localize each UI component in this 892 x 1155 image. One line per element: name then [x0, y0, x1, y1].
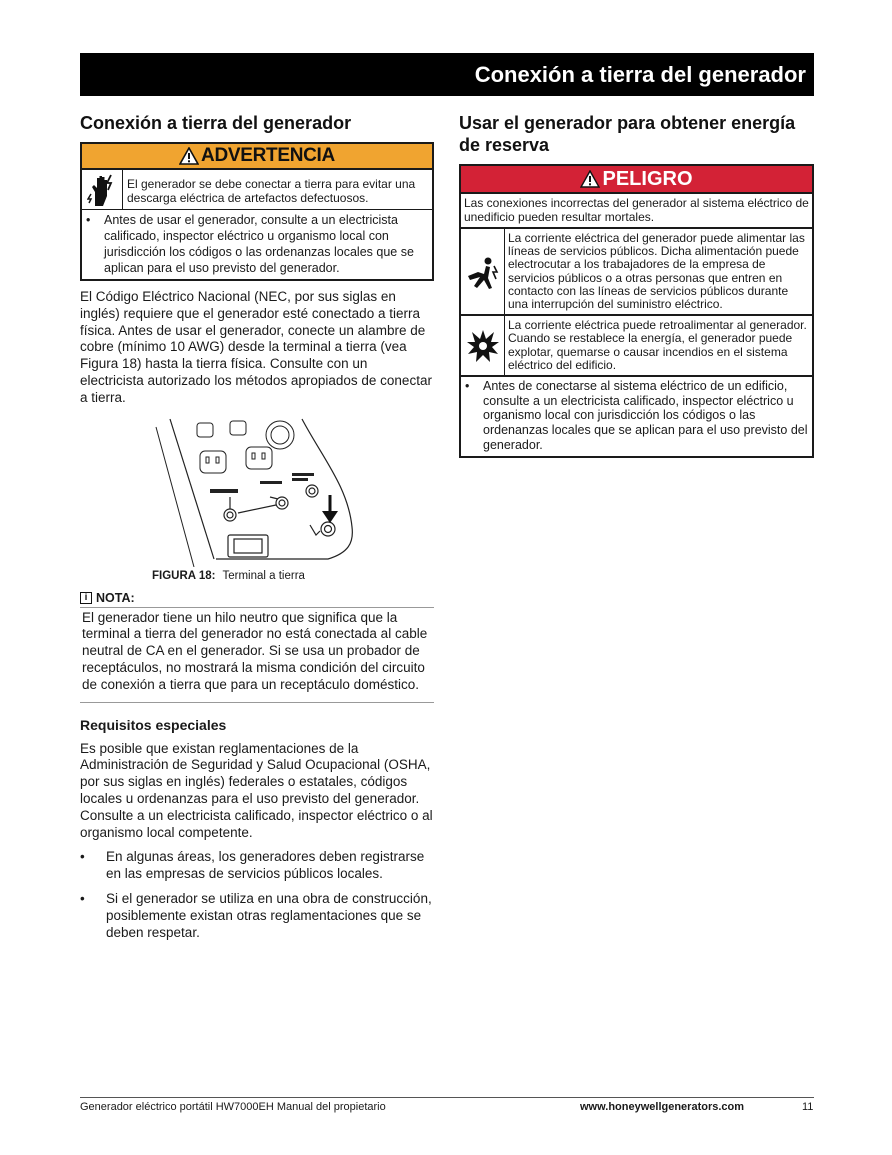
left-column — [80, 112, 434, 941]
page-header-bar — [80, 53, 814, 96]
special-requirements-heading: Requisitos especiales — [80, 716, 227, 733]
footer-divider — [80, 1097, 814, 1098]
special-requirements-paragraph: Es posible que existan reglamentaciones de la Administración de Seguridad y Salud Ocupacional (OSHA, por sus siglas en inglés) federales o estatales, códigos locales u ordenanzas para el uso previsto del generador. Consulte a un electricista calificado, inspector eléctrico o al organismo local competente. — [80, 740, 433, 840]
backup-power-heading: Usar el generador para obtener energía de reserva — [459, 113, 796, 155]
figure-18 — [80, 417, 434, 582]
note-label: NOTA: — [96, 590, 135, 605]
danger-label: PELIGRO — [602, 167, 693, 190]
page-number: 11 — [802, 1101, 814, 1113]
danger-box — [459, 164, 814, 458]
note-text: El generador tiene un hilo neutro que significa que la terminal a tierra del generador no está conectada al cable neutral de CA en el generador. Si se usa un probador de receptáculos, no mostrará la misma condición del circuito de conexión a tierra que para un receptáculo doméstico. — [80, 608, 434, 703]
electrocution-person-icon — [466, 252, 500, 292]
info-icon: i — [80, 592, 92, 604]
warning-box — [80, 142, 434, 281]
warning-icon-cell — [82, 170, 123, 209]
grounding-heading: Conexión a tierra del generador — [80, 113, 352, 133]
warning-statement-row — [82, 170, 432, 210]
danger-header — [461, 166, 812, 194]
footer-website-link[interactable]: www.honeywellgenerators.com — [580, 1101, 745, 1113]
danger-icon-cell — [461, 229, 505, 314]
bullet-dot: • — [80, 890, 85, 906]
warning-bullet-item — [82, 210, 432, 279]
note-title — [80, 591, 434, 608]
bullet-dot: • — [465, 379, 470, 394]
nec-paragraph: El Código Eléctrico Nacional (NEC, por sus siglas en inglés) requiere que el generador esté conectado a tierra física. Antes de usar el generador, conecte un alambre de cobre (mínimo 10 AWG) desde la terminal a tierra (vea Figura 18) hasta la tierra física. Consulte con un electricista autorizado los métodos apropiados de conectar a tierra. — [80, 289, 432, 405]
list-item-text: Si el generador se utiliza en una obra de construcción, posiblemente existan otras reglamentaciones que se deben respetar. — [106, 890, 432, 940]
danger-bullet-item — [461, 377, 812, 456]
figure-caption — [152, 570, 305, 582]
danger-bullet-text: Antes de conectarse al sistema eléctrico de un edificio, consulte a un electricista calificado, inspector eléctrico u organismo local con jurisdicción los códigos o las ordenanzas locales que se aplican para el uso previsto del generador. — [483, 379, 808, 452]
electric-shock-hand-icon — [87, 172, 117, 208]
warning-header — [82, 144, 432, 170]
list-item — [80, 891, 434, 941]
explosion-icon — [466, 326, 500, 366]
footer-manual-title: Generador eléctrico portátil HW7000EH Manual del propietario — [80, 1101, 386, 1113]
danger-statement: Las conexiones incorrectas del generador al sistema eléctrico de unedificio pueden resultar mortales. — [461, 194, 812, 229]
figure-label: FIGURA 18: — [152, 569, 216, 582]
figure-caption-text: Terminal a tierra — [222, 569, 305, 582]
warning-triangle-icon — [179, 147, 199, 165]
bullet-dot: • — [80, 849, 85, 865]
warning-label: ADVERTENCIA — [201, 145, 335, 166]
danger-row-electrocution — [461, 229, 812, 316]
page-header-title: Conexión a tierra del generador — [474, 61, 806, 87]
danger-row-text: La corriente eléctrica puede retroalimentar al generador. Cuando se restablece la energía, el generador puede explotar, quemarse o causar incendios en el sistema eléctrico del edificio. — [508, 318, 807, 372]
right-column — [459, 112, 814, 458]
danger-icon-cell — [461, 316, 505, 375]
danger-row-text: La corriente eléctrica del generador puede alimentar las líneas de servicios públicos. Dicha alimentación puede electrocutar a los trabajadores de la empresa de servicios públicos o a otras personas que entren en contacto con las líneas de servicios públicos durante una interrupción del suministro eléctrico. — [508, 231, 805, 312]
warning-triangle-icon — [580, 170, 600, 188]
bullet-dot: • — [86, 213, 91, 227]
danger-row-explosion — [461, 316, 812, 377]
list-item — [80, 849, 434, 883]
warning-statement: El generador se debe conectar a tierra para evitar una descarga eléctrica de artefactos defectuosos. — [127, 177, 416, 205]
ground-terminal-illustration — [152, 417, 362, 567]
list-item-text: En algunas áreas, los generadores deben registrarse en las empresas de servicios públicos locales. — [106, 849, 425, 882]
warning-bullet-text: Antes de usar el generador, consulte a un electricista calificado, inspector eléctrico u organismo local con jurisdicción los códigos o las ordenanzas locales que se aplican para el uso previsto del generador. — [104, 213, 414, 275]
